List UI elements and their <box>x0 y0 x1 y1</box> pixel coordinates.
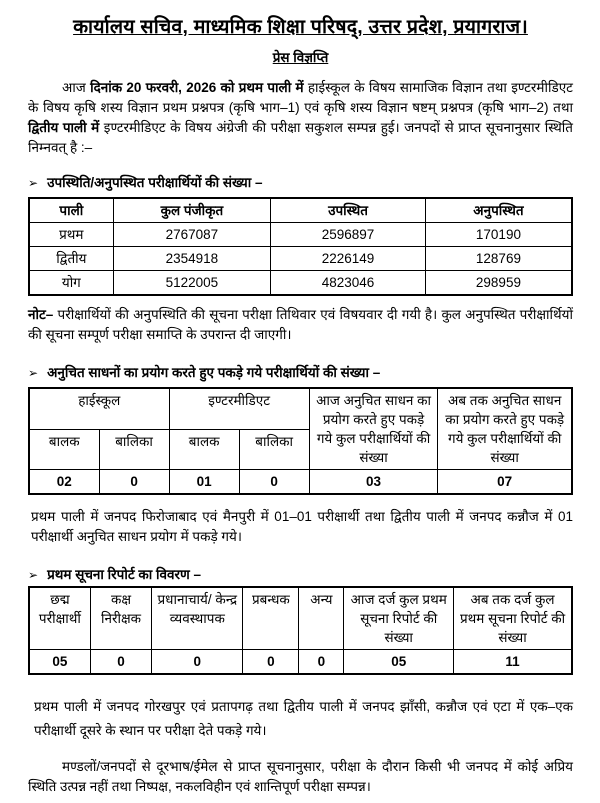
section-heading-fir <box>28 565 573 583</box>
sub-header-boys: बालक <box>169 429 239 469</box>
column-header-fir-today: आज दर्ज कुल प्रथम सूचना रिपोर्ट की संख्या <box>344 587 454 650</box>
fake-examinee-value: 05 <box>29 650 90 675</box>
unfair-means-table <box>28 387 573 495</box>
column-header-manager: प्रबन्धक <box>243 587 299 650</box>
fir-header-row <box>29 587 572 650</box>
fir-heading-label: प्रथम सूचना रिपोर्ट का विवरण – <box>47 567 202 582</box>
caught-till-now-value: 07 <box>438 470 572 495</box>
column-header-absent: अनुपस्थित <box>425 198 572 223</box>
fir-today-value: 05 <box>344 650 454 675</box>
attendance-header-row <box>29 198 572 223</box>
intro-text-mid: हाईस्कूल के विषय सामाजिक विज्ञान तथा इण्टरमीडिएट के विषय कृषि शस्य विज्ञान प्रथम प्रश्नपत्र (कृषि भाग–1) एवं कृषि शस्य विज्ञान षष्टम् प्रश्नपत्र (कृषि भाग–2) तथा <box>28 80 573 115</box>
fir-data-row <box>29 650 572 675</box>
intro-bold-second-shift: द्वितीय पाली में <box>28 120 100 135</box>
hs-girls-value: 0 <box>99 470 169 495</box>
absent-value: 170190 <box>425 223 572 247</box>
column-header-caught-till-now: अब तक अनुचित साधन का प्रयोग करते हुए पकड़े गये कुल परीक्षार्थियों की संख्या <box>438 388 572 470</box>
caught-today-value: 03 <box>309 470 438 495</box>
page-title: कार्यालय सचिव, माध्यमिक शिक्षा परिषद्, उत्तर प्रदेश, प्रयागराज। <box>73 16 528 38</box>
column-header-shift: पाली <box>29 198 113 223</box>
arrow-bullet-icon: ➢ <box>28 568 39 582</box>
shift-label: योग <box>29 271 113 296</box>
unfair-means-detail-paragraph: प्रथम पाली में जनपद फिरोजाबाद एवं मैनपुरी में 01–01 परीक्षार्थी तथा द्वितीय पाली में जनपद कन्नौज में 01 परीक्षार्थी अनुचित साधन प्रयोग में पकड़े गये। <box>31 509 573 544</box>
present-value: 2596897 <box>271 223 426 247</box>
room-invigilator-value: 0 <box>90 650 151 675</box>
attendance-heading-label: उपस्थिति/अनुपस्थित परीक्षार्थियों की संख्या – <box>47 175 263 190</box>
group-header-highschool: हाईस्कूल <box>29 388 169 429</box>
present-value: 4823046 <box>271 271 426 296</box>
sub-header-boys: बालक <box>29 429 99 469</box>
intro-bold-date-shift: दिनांक 20 फरवरी, 2026 को प्रथम पाली में <box>90 80 304 95</box>
column-header-room-invigilator: कक्ष निरीक्षक <box>90 587 151 650</box>
arrow-bullet-icon: ➢ <box>28 366 39 380</box>
shift-label: द्वितीय <box>29 247 113 271</box>
page-subtitle: प्रेस विज्ञप्ति <box>272 50 329 65</box>
unfair-means-heading-label: अनुचित साधनों का प्रयोग करते हुए पकड़े गये परीक्षार्थियों की संख्या – <box>47 365 381 380</box>
inter-girls-value: 0 <box>239 470 309 495</box>
column-header-registered: कुल पंजीकृत <box>113 198 270 223</box>
registered-value: 2354918 <box>113 247 270 271</box>
table-row-total <box>29 271 572 296</box>
registered-value: 5122005 <box>113 271 270 296</box>
column-header-fake-examinee: छद्म परीक्षार्थी <box>29 587 90 650</box>
column-header-present: उपस्थित <box>271 198 426 223</box>
intro-text-end: इण्टरमीडिएट के विषय अंग्रेजी की परीक्षा सकुशल सम्पन्न हुई। जनपदों से प्राप्त सूचनानुसार स्थिति निम्नवत् है :– <box>28 120 573 155</box>
group-header-intermediate: इण्टरमीडिएट <box>169 388 309 429</box>
column-header-caught-today: आज अनुचित साधन का प्रयोग करते हुए पकड़े गये कुल परीक्षार्थियों की संख्या <box>309 388 438 470</box>
other-value: 0 <box>299 650 344 675</box>
sub-header-girls: बालिका <box>239 429 309 469</box>
closing-paragraph: मण्डलों/जनपदों से दूरभाष/ईमेल से प्राप्त सूचनानुसार, परीक्षा के दौरान किसी भी जनपद में कोई अप्रिय स्थिति उत्पन्न नहीं तथा निष्पक्ष, नकलविहीन एवं शान्तिपूर्ण परीक्षा सम्पन्न। <box>28 759 573 794</box>
principal-value: 0 <box>152 650 243 675</box>
shift-label: प्रथम <box>29 223 113 247</box>
attendance-table <box>28 197 573 296</box>
unfair-means-group-header-row <box>29 388 572 429</box>
fir-table <box>28 586 573 675</box>
hs-boys-value: 02 <box>29 470 99 495</box>
column-header-principal-centre-admin: प्रधानाचार्य/ केन्द्र व्यवस्थापक <box>152 587 243 650</box>
section-heading-attendance <box>28 173 573 191</box>
note-text: परीक्षार्थियों की अनुपस्थिति की सूचना परीक्षा तिथिवार एवं विषयवार दी गयी है। कुल अनुपस्थित परीक्षार्थियों की सूचना सम्पूर्ण परीक्षा समाप्ति के उपरान्त दी जाएगी। <box>28 307 573 342</box>
intro-text-start: आज <box>62 80 91 95</box>
unfair-means-data-row <box>29 470 572 495</box>
absent-value: 128769 <box>425 247 572 271</box>
intro-paragraph <box>28 78 573 158</box>
registered-value: 2767087 <box>113 223 270 247</box>
table-row-second-shift <box>29 247 572 271</box>
present-value: 2226149 <box>271 247 426 271</box>
arrow-bullet-icon: ➢ <box>28 176 39 190</box>
column-header-fir-till-now: अब तक दर्ज कुल प्रथम सूचना रिपोर्ट की संख्या <box>454 587 572 650</box>
section-heading-unfair-means <box>28 363 573 381</box>
note-label: नोट– <box>28 307 54 322</box>
sub-header-girls: बालिका <box>99 429 169 469</box>
note-paragraph <box>28 305 573 345</box>
column-header-other: अन्य <box>299 587 344 650</box>
absent-value: 298959 <box>425 271 572 296</box>
table-row-first-shift <box>29 223 572 247</box>
fir-detail-paragraph: प्रथम पाली में जनपद गोरखपुर एवं प्रतापगढ़ तथा द्वितीय पाली में जनपद झाँसी, कन्नौज एवं एटा में एक–एक परीक्षार्थी दूसरे के स्थान पर परीक्षा देते पकड़े गये। <box>34 699 573 738</box>
manager-value: 0 <box>243 650 299 675</box>
fir-till-now-value: 11 <box>454 650 572 675</box>
inter-boys-value: 01 <box>169 470 239 495</box>
